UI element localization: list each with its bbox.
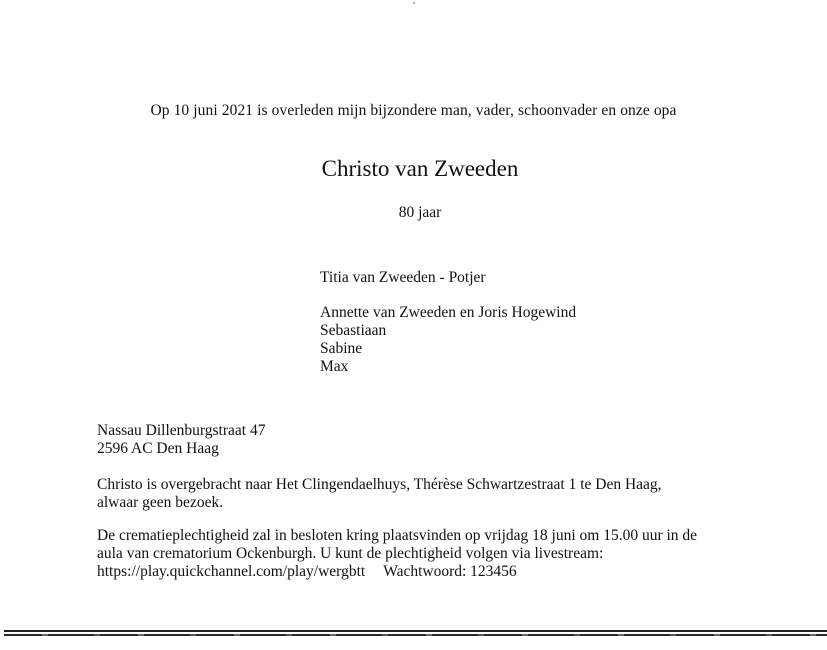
divider-line-top [4,630,827,632]
transfer-line: Christo is overgebracht naar Het Clingendaelhuys, Thérèse Schwartzestraat 1 te Den Haag, [97,476,662,493]
family-member: Annette van Zweeden en Joris Hogewind [320,304,577,321]
ceremony-line: De crematieplechtigheid zal in besloten kring plaatsvinden op vrijdag 18 juni om 15.00 uur in de [97,527,698,544]
address-city: 2596 AC Den Haag [97,440,219,457]
bottom-divider [0,630,827,637]
ceremony-notice [97,527,697,581]
ceremony-line: aula van crematorium Ockenburgh. U kunt de plechtigheid volgen via livestream: [97,545,604,562]
spouse-block [320,269,486,287]
address-block [97,422,265,458]
divider-line-bottom [4,634,827,636]
deceased-age: 80 jaar [398,204,442,221]
children-block [320,304,576,376]
spouse-name: Titia van Zweeden - Potjer [320,269,486,286]
family-member: Sabine [320,340,363,357]
scan-speck [413,2,415,4]
livestream-password: Wachtwoord: 123456 [383,563,517,580]
family-member: Sebastiaan [320,322,387,339]
livestream-url[interactable]: https://play.quickchannel.com/play/wergbtt [97,563,366,580]
family-member: Max [320,358,349,375]
transfer-notice [97,476,662,512]
address-street: Nassau Dillenburgstraat 47 [97,422,266,439]
deceased-name: Christo van Zweeden [321,156,519,181]
transfer-line: alwaar geen bezoek. [97,494,224,511]
livestream-line [97,563,697,581]
announcement-intro: Op 10 juni 2021 is overleden mijn bijzondere man, vader, schoonvader en onze opa [150,102,677,119]
